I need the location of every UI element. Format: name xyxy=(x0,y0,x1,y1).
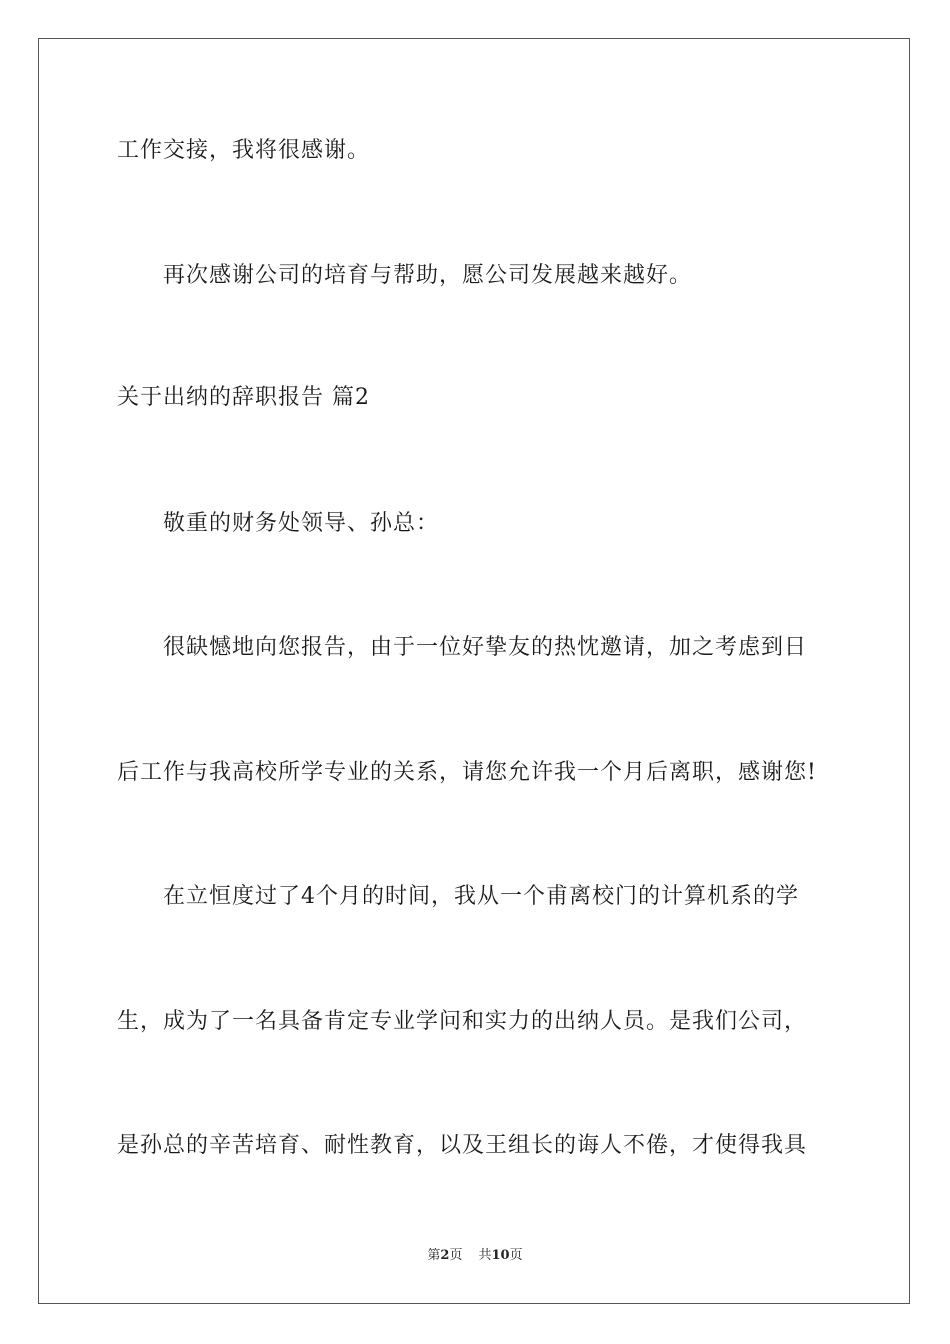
body-line-8: 生，成为了一名具备肯定专业学问和实力的出纳人员。是我们公司， xyxy=(117,1009,808,1034)
total-suffix: 页 xyxy=(509,1248,523,1263)
body-line-1: 工作交接，我将很感谢。 xyxy=(117,138,371,163)
body-line-5: 很缺憾地向您报告，由于一位好挚友的热忱邀请，加之考虑到日 xyxy=(163,635,808,660)
body-line-2: 再次感谢公司的培育与帮助，愿公司发展越来越好。 xyxy=(163,263,693,288)
body-line-9: 是孙总的辛苦培育、耐性教育，以及王组长的诲人不倦，才使得我具 xyxy=(117,1133,808,1158)
salutation: 敬重的财务处领导、孙总： xyxy=(163,511,440,536)
page-number: 2 xyxy=(440,1248,450,1263)
total-prefix: 共 xyxy=(478,1248,492,1263)
page-prefix: 第 xyxy=(427,1248,441,1263)
total-pages: 10 xyxy=(491,1248,510,1263)
page-footer xyxy=(0,1247,950,1265)
body-line-7: 在立恒度过了4个月的时间，我从一个甫离校门的计算机系的学 xyxy=(163,884,799,909)
page-frame xyxy=(38,38,910,1304)
body-line-6: 后工作与我高校所学专业的关系，请您允许我一个月后离职，感谢您! xyxy=(117,760,817,785)
section-heading: 关于出纳的辞职报告 篇2 xyxy=(117,385,370,410)
page-suffix: 页 xyxy=(449,1248,463,1263)
